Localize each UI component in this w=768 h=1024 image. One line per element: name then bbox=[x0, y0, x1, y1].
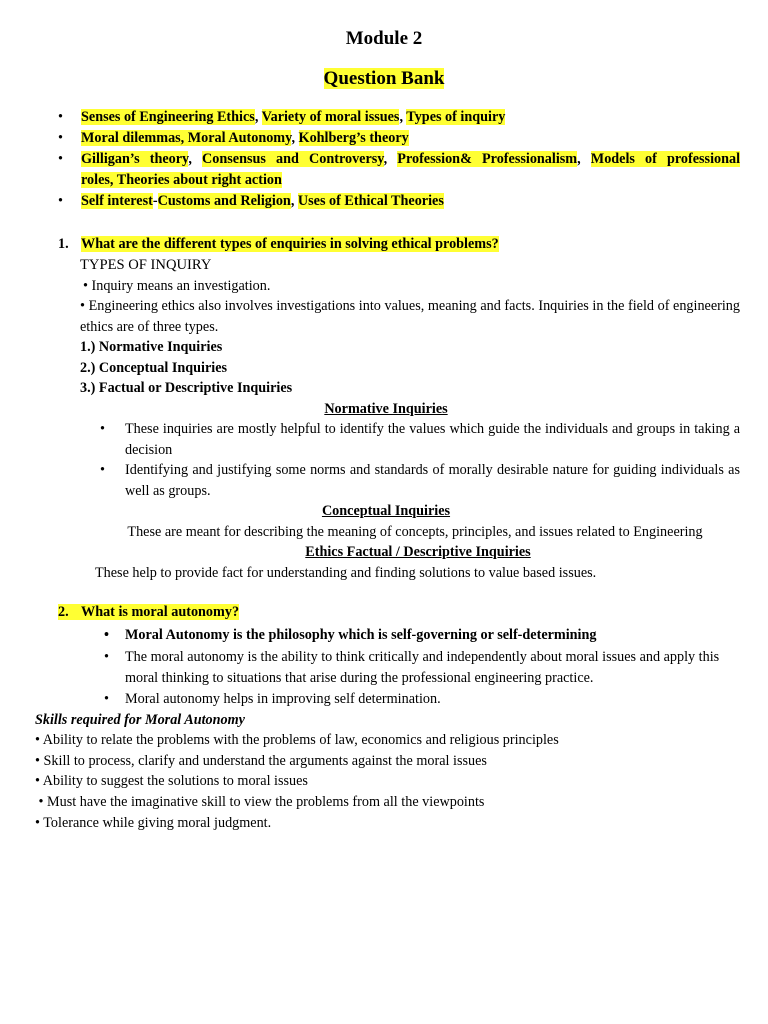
topic-part: Moral dilemmas, Moral Autonomy bbox=[81, 130, 292, 146]
bullet-icon: • bbox=[104, 627, 109, 643]
page-title bbox=[0, 68, 768, 90]
type-item: 2.) Conceptual Inquiries bbox=[80, 360, 228, 376]
topic-part: Customs and Religion bbox=[157, 193, 291, 209]
skill-item: • Ability to suggest the solutions to moral issues bbox=[35, 773, 308, 789]
question-1 bbox=[58, 236, 740, 253]
topic-part: Models of professional bbox=[590, 151, 741, 167]
skill-item: • Skill to process, clarify and understand the arguments against the moral issues bbox=[35, 753, 487, 769]
topic-sep: , bbox=[399, 109, 407, 125]
topic-part: Types of inquiry bbox=[406, 109, 506, 125]
topic-list bbox=[58, 107, 740, 212]
skill-item: • Tolerance while giving moral judgment. bbox=[35, 815, 272, 831]
paragraph: • Inquiry means an investigation. bbox=[83, 278, 271, 294]
bullet-icon: • bbox=[58, 109, 63, 125]
question-number: 2. bbox=[58, 604, 69, 620]
bullet-icon: • bbox=[104, 649, 109, 665]
skill-item: • Ability to relate the problems with the problems of law, economics and religious principles bbox=[35, 732, 559, 748]
topic-sep: , bbox=[291, 130, 299, 146]
bullet-icon: • bbox=[58, 151, 63, 167]
paragraph: These help to provide fact for understanding and finding solutions to value based issues. bbox=[95, 565, 597, 581]
topic-item bbox=[58, 149, 740, 170]
section-heading: TYPES OF INQUIRY bbox=[80, 257, 212, 273]
topic-item bbox=[58, 191, 740, 212]
list-item-text: These inquiries are mostly helpful to identify the values which guide the individuals and groups in taking a decision bbox=[125, 421, 740, 458]
question-2 bbox=[58, 604, 740, 621]
topic-part: Gilligan’s theory bbox=[81, 151, 189, 167]
subheading-conceptual: Conceptual Inquiries bbox=[321, 503, 451, 519]
bullet-icon: • bbox=[100, 462, 105, 478]
topic-part: Senses of Engineering Ethics bbox=[81, 109, 255, 125]
subheading-factual: Ethics Factual / Descriptive Inquiries bbox=[305, 544, 531, 560]
topic-sep: , bbox=[383, 151, 398, 167]
list-item-text: Moral autonomy helps in improving self determination. bbox=[125, 691, 441, 707]
list-item bbox=[100, 689, 740, 710]
question-text: What is moral autonomy? bbox=[81, 604, 240, 620]
topic-part: Consensus and Controversy bbox=[202, 151, 384, 167]
list-item bbox=[100, 419, 740, 460]
topic-sep: , bbox=[290, 193, 298, 209]
list-item-text: Moral Autonomy is the philosophy which is self-governing or self-determining bbox=[125, 627, 597, 643]
module-title: Module 2 bbox=[345, 28, 423, 49]
skills-heading: Skills required for Moral Autonomy bbox=[35, 712, 245, 728]
topic-part: Theories about right action bbox=[116, 172, 282, 188]
type-item: 3.) Factual or Descriptive Inquiries bbox=[80, 380, 293, 396]
topic-part: Profession& Professionalism bbox=[397, 151, 578, 167]
bullet-icon: • bbox=[100, 421, 105, 437]
paragraph: • Engineering ethics also involves investigations into values, meaning and facts. Inquiries in the field of engineering ethics are of three types. bbox=[80, 298, 740, 335]
topic-part: roles bbox=[81, 172, 110, 188]
question-number: 1. bbox=[58, 236, 69, 252]
topic-item bbox=[58, 107, 740, 128]
list-item bbox=[100, 647, 740, 688]
type-item: 1.) Normative Inquiries bbox=[80, 339, 223, 355]
question-text: What are the different types of enquiries in solving ethical problems? bbox=[81, 236, 499, 252]
topic-part: Variety of moral issues bbox=[261, 109, 400, 125]
topic-sep: , bbox=[577, 151, 591, 167]
bullet-icon: • bbox=[58, 130, 63, 146]
list-item-text: The moral autonomy is the ability to think critically and independently about moral issues and apply this moral thinking to situations that arise during the professional engineering practice. bbox=[125, 649, 720, 686]
topic-sep: , bbox=[109, 172, 117, 188]
subheading-normative: Normative Inquiries bbox=[324, 401, 448, 417]
topic-item bbox=[58, 128, 740, 149]
list-item bbox=[100, 460, 740, 501]
bullet-icon: • bbox=[58, 193, 63, 209]
topic-sep: , bbox=[188, 151, 203, 167]
topic-part: Self interest bbox=[81, 193, 153, 209]
paragraph: These are meant for describing the meaning of concepts, principles, and issues related to Engineering bbox=[127, 524, 703, 540]
topic-item-continued bbox=[58, 170, 740, 191]
topic-sep: - bbox=[152, 193, 158, 209]
topic-part: Kohlberg’s theory bbox=[298, 130, 409, 146]
list-item bbox=[100, 625, 740, 646]
bullet-icon: • bbox=[104, 691, 109, 707]
skill-item: • Must have the imaginative skill to view the problems from all the viewpoints bbox=[35, 794, 485, 810]
topic-part: Uses of Ethical Theories bbox=[297, 193, 444, 209]
list-item-text: Identifying and justifying some norms and standards of morally desirable nature for guiding individuals as well as groups. bbox=[125, 462, 740, 499]
topic-sep: , bbox=[254, 109, 262, 125]
page-title-text: Question Bank bbox=[323, 68, 445, 89]
